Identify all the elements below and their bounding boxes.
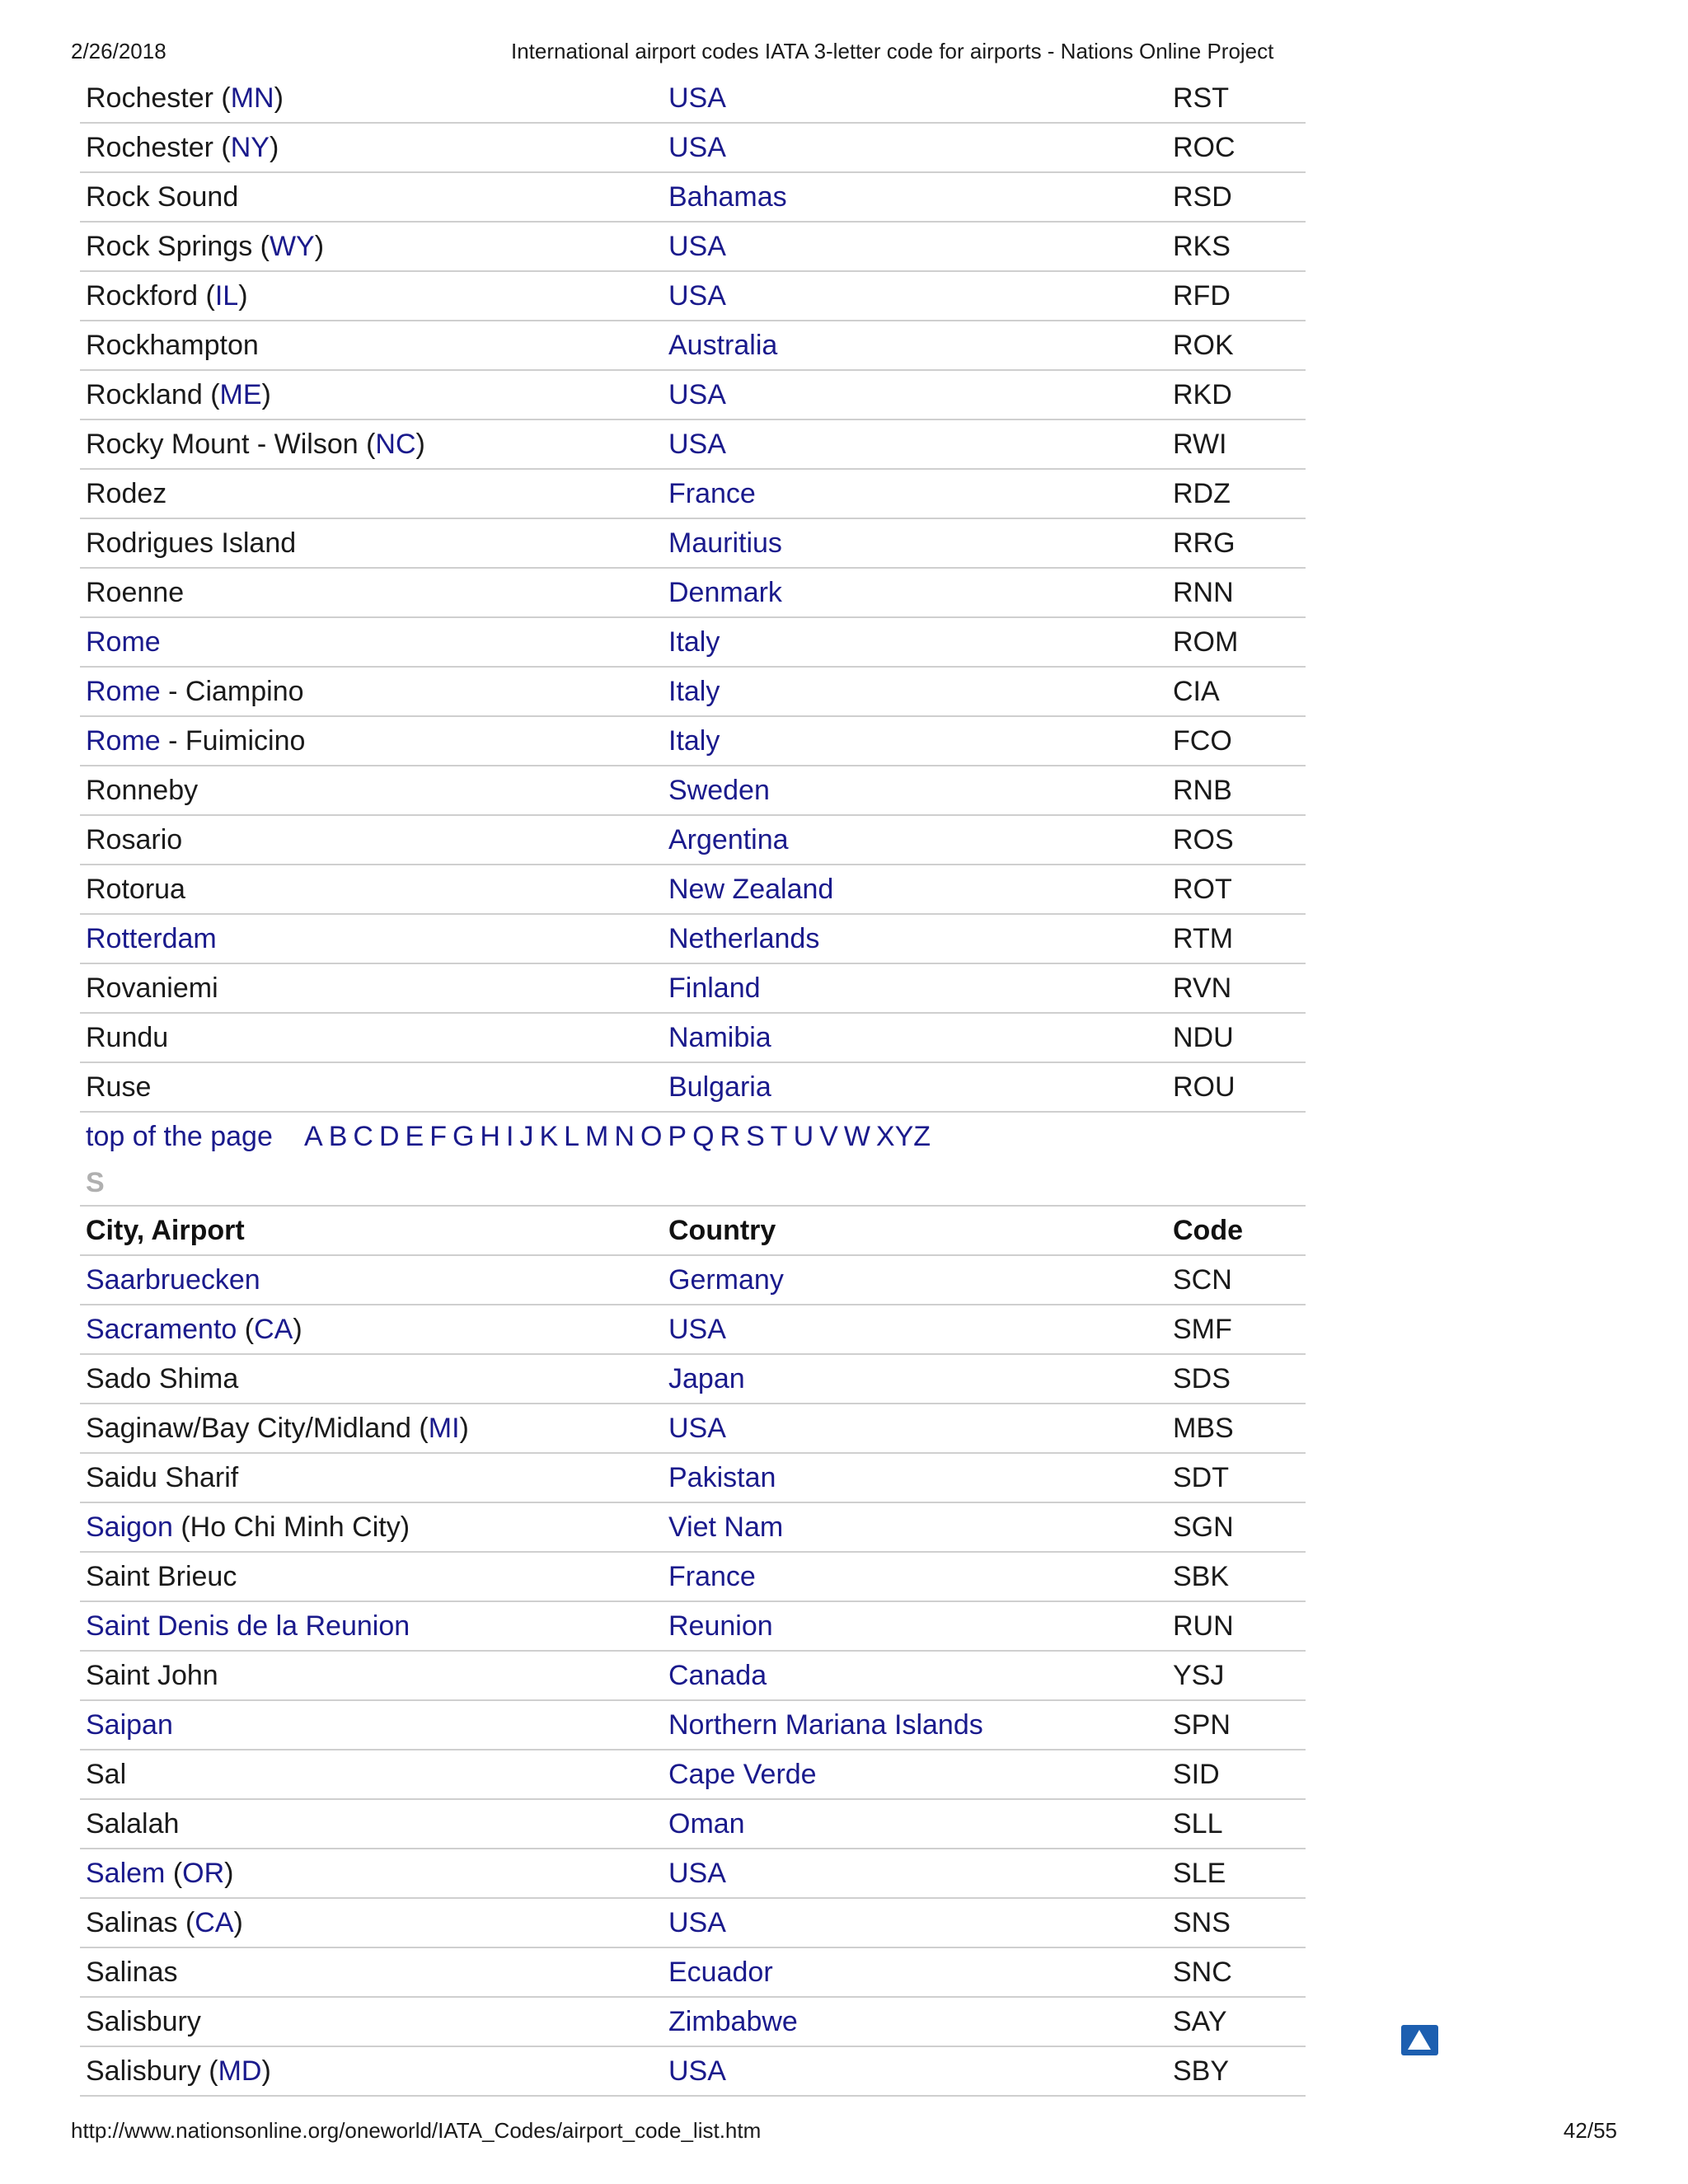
iata-code: ROS xyxy=(1173,824,1234,855)
city-cell xyxy=(86,1454,238,1502)
country-link[interactable]: Oman xyxy=(668,1808,745,1840)
table-row xyxy=(80,1063,1306,1113)
country-link[interactable]: Netherlands xyxy=(668,923,820,954)
header-country: Country xyxy=(668,1215,776,1246)
table-row xyxy=(80,865,1306,915)
iata-code: SCN xyxy=(1173,1264,1232,1296)
city-cell xyxy=(86,321,259,369)
city-text: - Fuimicino xyxy=(160,725,306,757)
city-text: ) xyxy=(459,1413,469,1444)
letter-link-c[interactable]: C xyxy=(353,1121,373,1152)
country-link[interactable]: Namibia xyxy=(668,1022,771,1053)
iata-code: SBY xyxy=(1173,2055,1230,2087)
iata-code: NDU xyxy=(1173,1022,1234,1053)
city-text: Saginaw/Bay City/Midland ( xyxy=(86,1413,429,1444)
city-cell xyxy=(86,964,218,1012)
iata-code: CIA xyxy=(1173,676,1220,707)
city-cell xyxy=(86,1652,218,1699)
table-row xyxy=(80,1305,1306,1355)
iata-code: RUN xyxy=(1173,1610,1234,1642)
country-link[interactable]: USA xyxy=(668,1314,726,1345)
country-link[interactable]: Reunion xyxy=(668,1610,773,1642)
city-text: ) xyxy=(224,1858,234,1889)
table-row xyxy=(80,816,1306,865)
city-text: ) xyxy=(314,231,325,262)
table-row xyxy=(80,1652,1306,1701)
header-code: Code xyxy=(1173,1215,1243,1246)
city-cell xyxy=(86,865,185,913)
letter-link-s[interactable]: S xyxy=(746,1121,765,1152)
city-cell xyxy=(86,618,161,666)
iata-code: RNB xyxy=(1173,775,1232,806)
city-link[interactable]: Rome xyxy=(86,676,161,707)
letter-link-k[interactable]: K xyxy=(539,1121,559,1152)
table-row xyxy=(80,1750,1306,1800)
letter-link-n[interactable]: N xyxy=(614,1121,635,1152)
print-title: International airport codes IATA 3-letter code for airports - Nations Online Project xyxy=(511,39,1274,63)
letter-link-d[interactable]: D xyxy=(378,1121,400,1152)
table-row xyxy=(80,1553,1306,1602)
iata-code: SLL xyxy=(1173,1808,1223,1840)
iata-code: RKS xyxy=(1173,231,1231,262)
section-letter-s xyxy=(80,1160,1306,1207)
city-text: ) xyxy=(269,132,279,163)
iata-code: RVN xyxy=(1173,972,1232,1004)
letter-link-f[interactable]: F xyxy=(429,1121,447,1152)
country-link[interactable]: Zimbabwe xyxy=(668,2006,798,2037)
city-cell xyxy=(86,1404,469,1452)
table-row xyxy=(80,1602,1306,1652)
country-link[interactable]: USA xyxy=(668,429,726,460)
city-link[interactable]: WY xyxy=(269,231,315,262)
table-row xyxy=(80,1899,1306,1948)
city-link[interactable]: Rome xyxy=(86,626,161,658)
city-text: ) xyxy=(274,82,284,114)
table-r-section xyxy=(80,74,1306,1113)
iata-code: ROT xyxy=(1173,874,1232,905)
letter-link-i[interactable]: I xyxy=(505,1121,514,1152)
city-text: Rodrigues Island xyxy=(86,527,297,559)
city-text: Rodez xyxy=(86,478,167,509)
city-text: Salisbury xyxy=(86,2006,201,2037)
city-text: Rovaniemi xyxy=(86,972,218,1004)
table-row xyxy=(80,420,1306,470)
iata-code: RST xyxy=(1173,82,1229,114)
city-link[interactable]: Saarbruecken xyxy=(86,1264,260,1296)
city-cell xyxy=(86,1899,243,1947)
letter-link-a[interactable]: A xyxy=(304,1121,323,1152)
table-row xyxy=(80,321,1306,371)
iata-code: ROM xyxy=(1173,626,1239,658)
country-link[interactable]: Japan xyxy=(668,1363,745,1394)
city-text: Ronneby xyxy=(86,775,199,806)
country-link[interactable]: Finland xyxy=(668,972,761,1004)
city-text: Salalah xyxy=(86,1808,180,1840)
iata-code: SMF xyxy=(1173,1314,1232,1345)
city-cell xyxy=(86,519,296,567)
country-link[interactable]: Australia xyxy=(668,330,778,361)
country-link[interactable]: USA xyxy=(668,280,726,312)
city-text: ) xyxy=(261,2055,271,2087)
letter-link-j[interactable]: J xyxy=(519,1121,534,1152)
city-cell xyxy=(86,1602,410,1650)
letter-link-l[interactable]: L xyxy=(564,1121,580,1152)
city-cell xyxy=(86,816,182,864)
city-cell xyxy=(86,470,166,518)
city-text: Rock Springs ( xyxy=(86,231,270,262)
city-text: ) xyxy=(238,280,248,312)
country-link[interactable]: Northern Mariana Islands xyxy=(668,1709,983,1741)
city-text: Roenne xyxy=(86,577,185,608)
letter-link-h[interactable]: H xyxy=(480,1121,500,1152)
iata-code: RNN xyxy=(1173,577,1234,608)
table-row xyxy=(80,1948,1306,1998)
table-row xyxy=(80,74,1306,124)
letter-link-xyz[interactable]: XYZ xyxy=(875,1121,931,1152)
city-text: ( xyxy=(237,1314,255,1345)
iata-code: RKD xyxy=(1173,379,1232,410)
country-link[interactable]: USA xyxy=(668,231,726,262)
table-row xyxy=(80,223,1306,272)
iata-code: SLE xyxy=(1173,1858,1226,1889)
city-cell xyxy=(86,371,271,419)
city-link[interactable]: NC xyxy=(375,429,416,460)
iata-code: ROU xyxy=(1173,1071,1236,1103)
city-text: Saint John xyxy=(86,1660,218,1691)
city-text: ) xyxy=(233,1907,243,1938)
table-row xyxy=(80,371,1306,420)
iata-code: SAY xyxy=(1173,2006,1227,2037)
country-link[interactable]: Canada xyxy=(668,1660,767,1691)
iata-code: ROK xyxy=(1173,330,1234,361)
letter-link-e[interactable]: E xyxy=(405,1121,424,1152)
country-link[interactable]: USA xyxy=(668,379,726,410)
letter-links xyxy=(304,1113,936,1160)
table-row xyxy=(80,668,1306,717)
city-cell xyxy=(86,2047,271,2095)
city-cell xyxy=(86,1063,151,1111)
city-text: Salinas ( xyxy=(86,1907,195,1938)
city-text: Rock Sound xyxy=(86,181,239,213)
table-row xyxy=(80,519,1306,569)
section-letter-label: S xyxy=(86,1167,105,1198)
iata-code: MBS xyxy=(1173,1413,1234,1444)
city-text: Rotorua xyxy=(86,874,185,905)
city-cell xyxy=(86,173,238,221)
iata-code: RFD xyxy=(1173,280,1231,312)
table-row xyxy=(80,1014,1306,1063)
city-text: Saidu Sharif xyxy=(86,1462,239,1493)
country-link[interactable]: Argentina xyxy=(668,824,789,855)
city-text: Rundu xyxy=(86,1022,169,1053)
country-link[interactable]: Bahamas xyxy=(668,181,787,213)
iata-code: ROC xyxy=(1173,132,1236,163)
letter-link-m[interactable]: M xyxy=(585,1121,609,1152)
country-link[interactable]: Cape Verde xyxy=(668,1759,817,1790)
city-cell xyxy=(86,223,324,270)
city-link[interactable]: MN xyxy=(230,82,274,114)
letter-link-t[interactable]: T xyxy=(770,1121,788,1152)
country-link[interactable]: Mauritius xyxy=(668,527,782,559)
iata-code: SNS xyxy=(1173,1907,1231,1938)
city-cell xyxy=(86,1305,302,1353)
city-cell xyxy=(86,915,217,963)
iata-code: SDS xyxy=(1173,1363,1231,1394)
print-footer xyxy=(71,2118,1617,2148)
iata-code: RRG xyxy=(1173,527,1236,559)
city-text: ) xyxy=(415,429,425,460)
country-link[interactable]: USA xyxy=(668,1907,726,1938)
table-row xyxy=(80,915,1306,964)
city-link[interactable]: Saigon xyxy=(86,1511,173,1543)
country-link[interactable]: Bulgaria xyxy=(668,1071,771,1103)
city-text: Rockford ( xyxy=(86,280,215,312)
city-text: Sado Shima xyxy=(86,1363,239,1394)
back-to-top-button[interactable] xyxy=(1401,2025,1438,2055)
table-row xyxy=(80,173,1306,223)
country-link[interactable]: Pakistan xyxy=(668,1462,776,1493)
table-row xyxy=(80,272,1306,321)
city-text: ( xyxy=(165,1858,183,1889)
table-row xyxy=(80,1404,1306,1454)
city-link[interactable]: MI xyxy=(428,1413,460,1444)
country-link[interactable]: Viet Nam xyxy=(668,1511,784,1543)
city-text: ) xyxy=(261,379,271,410)
city-cell xyxy=(86,124,279,171)
city-cell xyxy=(86,1014,168,1062)
country-link[interactable]: Italy xyxy=(668,725,720,757)
iata-code: SNC xyxy=(1173,1957,1232,1988)
city-text: Rosario xyxy=(86,824,183,855)
city-cell xyxy=(86,1701,173,1749)
table-row xyxy=(80,569,1306,618)
city-text: Rockhampton xyxy=(86,330,259,361)
table-row xyxy=(80,2047,1306,2097)
city-link[interactable]: Rotterdam xyxy=(86,923,217,954)
city-text: ) xyxy=(293,1314,302,1345)
city-text: - Ciampino xyxy=(160,676,304,707)
print-page-number: 42/55 xyxy=(1563,2118,1617,2143)
letter-link-u[interactable]: U xyxy=(793,1121,814,1152)
city-cell xyxy=(86,1355,238,1403)
table-row xyxy=(80,618,1306,668)
city-link[interactable]: CA xyxy=(254,1314,293,1345)
table-row xyxy=(80,1998,1306,2047)
city-cell xyxy=(86,1849,233,1897)
top-of-page-link[interactable]: top of the page xyxy=(86,1121,273,1152)
country-link[interactable]: USA xyxy=(668,82,726,114)
table-row xyxy=(80,124,1306,173)
country-link[interactable]: Germany xyxy=(668,1264,784,1296)
city-text: Rocky Mount - Wilson ( xyxy=(86,429,376,460)
city-text: Saint Brieuc xyxy=(86,1561,237,1592)
airport-code-list xyxy=(80,74,1306,2097)
city-text: Ruse xyxy=(86,1071,152,1103)
country-link[interactable]: New Zealand xyxy=(668,874,834,905)
alphabet-nav xyxy=(80,1113,1306,1160)
city-cell xyxy=(86,1256,260,1304)
city-cell xyxy=(86,668,304,715)
iata-code: SBK xyxy=(1173,1561,1230,1592)
iata-code: YSJ xyxy=(1173,1660,1225,1691)
iata-code: SDT xyxy=(1173,1462,1229,1493)
city-link[interactable]: Saint Denis de la Reunion xyxy=(86,1610,410,1642)
table-row xyxy=(80,1701,1306,1750)
city-text: Rockland ( xyxy=(86,379,220,410)
table-row xyxy=(80,1800,1306,1849)
table-row xyxy=(80,1256,1306,1305)
city-cell xyxy=(86,1948,178,1996)
country-link[interactable]: Denmark xyxy=(668,577,782,608)
city-text: Sal xyxy=(86,1759,127,1790)
table-row xyxy=(80,1454,1306,1503)
city-link[interactable]: NY xyxy=(230,132,270,163)
iata-code: RWI xyxy=(1173,429,1227,460)
table-row xyxy=(80,964,1306,1014)
table-row xyxy=(80,1355,1306,1404)
country-link[interactable]: Sweden xyxy=(668,775,770,806)
table-row xyxy=(80,766,1306,816)
iata-code: RSD xyxy=(1173,181,1232,213)
iata-code: FCO xyxy=(1173,725,1232,757)
city-text: Salinas xyxy=(86,1957,178,1988)
iata-code: SGN xyxy=(1173,1511,1234,1543)
country-link[interactable]: USA xyxy=(668,132,726,163)
country-link[interactable]: Italy xyxy=(668,626,720,658)
header-city: City, Airport xyxy=(86,1215,245,1246)
city-cell xyxy=(86,74,284,122)
city-cell xyxy=(86,1553,237,1601)
city-link[interactable]: Rome xyxy=(86,725,161,757)
print-header xyxy=(71,39,1617,68)
table-row xyxy=(80,470,1306,519)
city-cell xyxy=(86,420,425,468)
letter-link-v[interactable]: V xyxy=(819,1121,838,1152)
city-link[interactable]: Salem xyxy=(86,1858,166,1889)
country-link[interactable]: France xyxy=(668,1561,756,1592)
country-link[interactable]: France xyxy=(668,478,756,509)
city-cell xyxy=(86,1998,201,2046)
country-link[interactable]: USA xyxy=(668,2055,726,2087)
table-row xyxy=(80,1503,1306,1553)
city-cell xyxy=(86,272,248,320)
city-link[interactable]: Saipan xyxy=(86,1709,173,1741)
city-cell xyxy=(86,569,184,616)
city-link[interactable]: Sacramento xyxy=(86,1314,237,1345)
city-text: Salisbury ( xyxy=(86,2055,218,2087)
letter-link-o[interactable]: O xyxy=(640,1121,663,1152)
city-link[interactable]: MD xyxy=(218,2055,262,2087)
table-row xyxy=(80,717,1306,766)
country-link[interactable]: Italy xyxy=(668,676,720,707)
iata-code: RTM xyxy=(1173,923,1234,954)
city-text: Rochester ( xyxy=(86,82,231,114)
city-text: (Ho Chi Minh City) xyxy=(172,1511,410,1543)
letter-link-w[interactable]: W xyxy=(843,1121,870,1152)
city-link[interactable]: IL xyxy=(214,280,239,312)
city-cell xyxy=(86,766,198,814)
iata-code: SID xyxy=(1173,1759,1220,1790)
table-s-section xyxy=(80,1256,1306,2097)
city-link[interactable]: OR xyxy=(182,1858,225,1889)
country-link[interactable]: USA xyxy=(668,1858,726,1889)
country-link[interactable]: USA xyxy=(668,1413,726,1444)
print-date: 2/26/2018 xyxy=(71,39,166,63)
city-link[interactable]: ME xyxy=(219,379,262,410)
city-cell xyxy=(86,717,305,765)
iata-code: SPN xyxy=(1173,1709,1231,1741)
table-header-row xyxy=(80,1207,1306,1256)
letter-link-r[interactable]: R xyxy=(720,1121,741,1152)
city-cell xyxy=(86,1750,126,1798)
letter-link-g[interactable]: G xyxy=(452,1121,475,1152)
letter-link-q[interactable]: Q xyxy=(692,1121,715,1152)
table-row xyxy=(80,1849,1306,1899)
letter-link-p[interactable]: P xyxy=(668,1121,687,1152)
city-cell xyxy=(86,1800,179,1848)
letter-link-b[interactable]: B xyxy=(328,1121,348,1152)
print-url: http://www.nationsonline.org/oneworld/IATA_Codes/airport_code_list.htm xyxy=(71,2118,762,2143)
iata-code: RDZ xyxy=(1173,478,1231,509)
city-link[interactable]: CA xyxy=(195,1907,234,1938)
city-text: Rochester ( xyxy=(86,132,231,163)
city-cell xyxy=(86,1503,410,1551)
country-link[interactable]: Ecuador xyxy=(668,1957,773,1988)
